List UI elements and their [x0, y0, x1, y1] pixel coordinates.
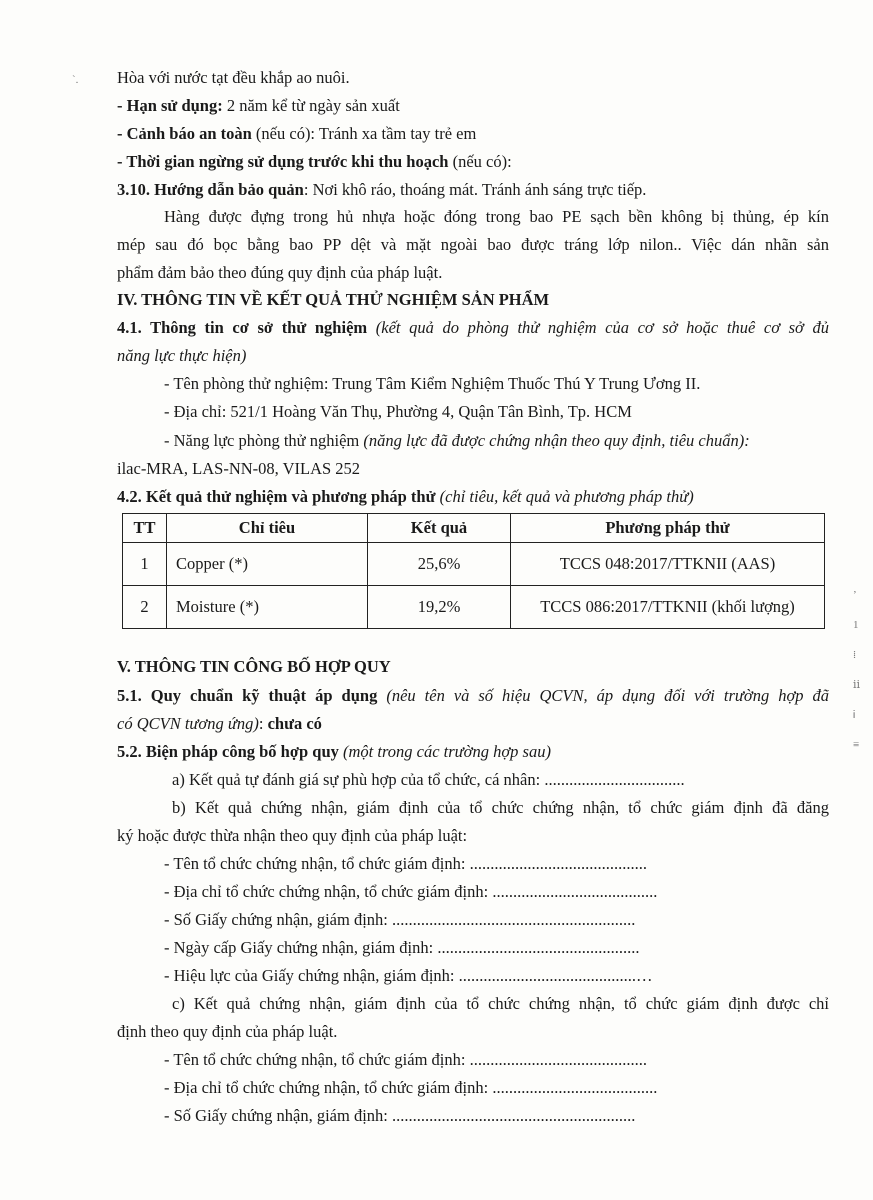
header-criteria: Chỉ tiêu [167, 514, 368, 543]
option-c-line-2: định theo quy định của pháp luật. [117, 1022, 338, 1041]
header-result: Kết quả [368, 514, 511, 543]
withdrawal-value: (nếu có): [448, 152, 512, 171]
section-5-1-label: 5.1. Quy chuẩn kỹ thuật áp dụng [117, 686, 378, 705]
option-b-org-address: - Địa chỉ tổ chức chứng nhận, tổ chức giám định: ........................................ [164, 882, 658, 901]
section-4-2-note: (chỉ tiêu, kết quả và phương pháp thử) [435, 487, 694, 506]
section-4-1-note: (kết quả do phòng thử nghiệm của cơ sở hoặc thuê cơ sở đủ [367, 318, 829, 337]
section-4-1-line [117, 318, 829, 338]
section-5-1-colon: : [258, 714, 268, 733]
option-a: a) Kết quả tự đánh giá sự phù hợp của tổ chức, cá nhân: .................................. [172, 770, 685, 789]
header-method: Phương pháp thử [511, 514, 825, 543]
row-method: TCCS 086:2017/TTKNII (khối lượng) [511, 586, 825, 629]
section-5-1-value: chưa có [267, 714, 322, 733]
row-method: TCCS 048:2017/TTKNII (AAS) [511, 543, 825, 586]
section-4-2-label: 4.2. Kết quả thử nghiệm và phương pháp thử [117, 487, 436, 506]
table-row [123, 586, 825, 629]
row-result: 25,6% [368, 543, 511, 586]
option-c-org-address: - Địa chỉ tổ chức chứng nhận, tổ chức giám định: ........................................ [164, 1078, 658, 1097]
shelf-life-line [117, 96, 400, 116]
lab-address: - Địa chỉ: 521/1 Hoàng Văn Thụ, Phường 4, Quận Tân Bình, Tp. HCM [164, 402, 632, 421]
storage-paragraph-1: Hàng được đựng trong hủ nhựa hoặc đóng trong bao PE sạch bền không bị thủng, ép kín [164, 207, 829, 226]
section-5-2-line [117, 742, 551, 762]
storage-line [117, 180, 646, 200]
section-4-1-label: 4.1. Thông tin cơ sở thử nghiệm [117, 318, 368, 337]
section-5-1-line [117, 686, 829, 706]
option-b-validity: - Hiệu lực của Giấy chứng nhận, giám định: ...........................................… [164, 966, 653, 985]
section-5-heading: V. THÔNG TIN CÔNG BỐ HỢP QUY [117, 657, 391, 676]
option-b-issue-date: - Ngày cấp Giấy chứng nhận, giám định: ................................................. [164, 938, 640, 957]
table-header-row [123, 514, 825, 543]
lab-capability-value: ilac-MRA, LAS-NN-08, VILAS 252 [117, 459, 361, 478]
row-criteria: Copper (*) [167, 543, 368, 586]
storage-paragraph-3: phẩm đảm bảo theo đúng quy định của pháp luật. [117, 263, 443, 282]
row-index: 1 [123, 543, 167, 586]
test-results-table [122, 513, 825, 629]
section-5-1-note-cont: có QCVN tương ứng) [117, 714, 259, 733]
withdrawal-label: - Thời gian ngừng sử dụng trước khi thu hoạch [117, 152, 449, 171]
storage-label: 3.10. Hướng dẫn bảo quản [117, 180, 304, 199]
option-b-cert-number: - Số Giấy chứng nhận, giám định: ........................................................... [164, 910, 636, 929]
shelf-life-label: - Hạn sử dụng: [117, 96, 223, 115]
section-4-2-line [117, 487, 694, 507]
option-b-line-1: b) Kết quả chứng nhận, giám định của tổ chức chứng nhận, tổ chức giám định đã đăng [172, 798, 829, 817]
option-c-org-name: - Tên tổ chức chứng nhận, tổ chức giám định: ........................................... [164, 1050, 647, 1069]
scan-mark-left: ˋ. [72, 74, 79, 86]
section-4-heading: IV. THÔNG TIN VỀ KẾT QUẢ THỬ NGHIỆM SẢN PHẨM [117, 290, 550, 309]
option-c-cert-number: - Số Giấy chứng nhận, giám định: ........................................................... [164, 1106, 636, 1125]
safety-warning-label: - Cảnh báo an toàn [117, 124, 252, 143]
lab-capability-line [164, 431, 750, 451]
section-4-1-note-cont: năng lực thực hiện) [117, 346, 247, 365]
lab-name: - Tên phòng thử nghiệm: Trung Tâm Kiểm Nghiệm Thuốc Thú Y Trung Ương II. [164, 374, 701, 393]
lab-capability-label: - Năng lực phòng thử nghiệm [164, 431, 360, 450]
table-row [123, 543, 825, 586]
lab-capability-note: (năng lực đã được chứng nhận theo quy định, tiêu chuẩn): [359, 431, 750, 450]
option-b-line-2: ký hoặc được thừa nhận theo quy định của pháp luật: [117, 826, 468, 845]
intro-line: Hòa với nước tạt đều khắp ao nuôi. [117, 68, 350, 87]
shelf-life-value: 2 năm kể từ ngày sản xuất [222, 96, 400, 115]
section-5-1-note: (nêu tên và số hiệu QCVN, áp dụng đối với trường hợp đã [377, 686, 829, 705]
withdrawal-line [117, 152, 512, 172]
scan-mark-right: ʼ 1 ⁞ ⅱ Ꭵ ≡ [853, 589, 861, 751]
row-result: 19,2% [368, 586, 511, 629]
section-5-1-cont [117, 714, 322, 734]
storage-paragraph-2: mép sau đó bọc bằng bao PP dệt và mặt ngoài bao được tráng lớp nilon.. Việc dán nhãn sản [117, 235, 829, 254]
section-5-2-label: 5.2. Biện pháp công bố hợp quy [117, 742, 339, 761]
option-c-line-1: c) Kết quả chứng nhận, giám định của tổ chức chứng nhận, tổ chức giám định được chỉ [172, 994, 829, 1013]
safety-warning-line [117, 124, 476, 144]
storage-value: : Nơi khô ráo, thoáng mát. Tránh ánh sáng trực tiếp. [303, 180, 647, 199]
option-b-org-name: - Tên tổ chức chứng nhận, tổ chức giám định: ........................................... [164, 854, 647, 873]
row-criteria: Moisture (*) [167, 586, 368, 629]
section-5-2-note: (một trong các trường hợp sau) [338, 742, 551, 761]
safety-warning-value: (nếu có): Tránh xa tầm tay trẻ em [251, 124, 477, 143]
header-tt: TT [123, 514, 167, 543]
row-index: 2 [123, 586, 167, 629]
